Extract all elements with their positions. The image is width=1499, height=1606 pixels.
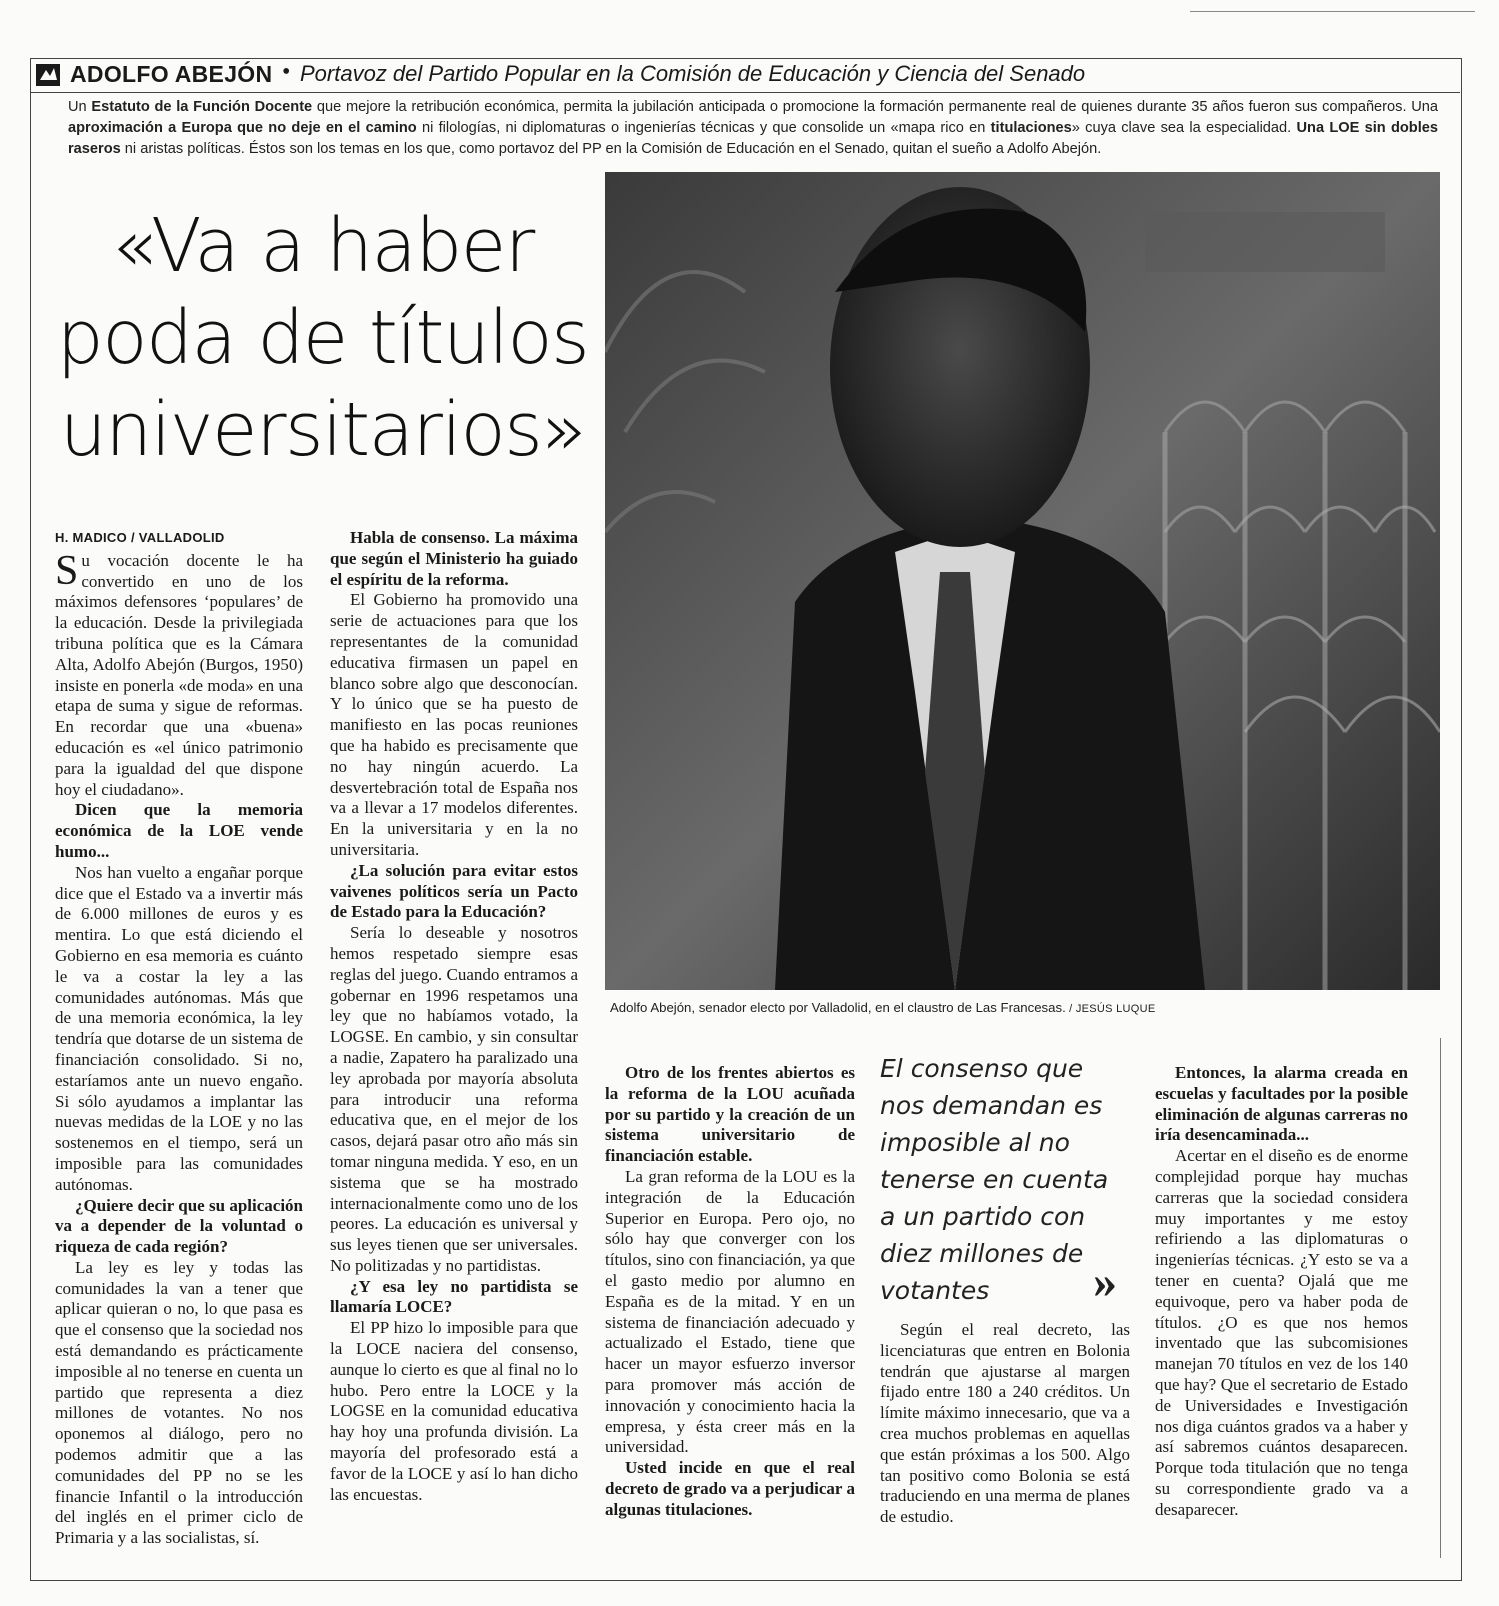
question: Entonces, la alarma creada en escuelas y facultades por la posible eliminación de algunas carreras no iría desencaminada... [1155, 1063, 1408, 1145]
drop-cap: S [55, 547, 79, 594]
byline: H. MADICO / VALLADOLID [55, 530, 225, 545]
photo-credit: / JESÚS LUQUE [1065, 1003, 1156, 1015]
question: Dicen que la memoria económica de la LOE vende humo... [55, 800, 303, 861]
interviewee-role: Portavoz del Partido Popular en la Comisión de Educación y Ciencia del Senado [300, 61, 1086, 86]
answer: Según el real decreto, las licenciaturas que entren en Bolonia tendrán que ajustarse al margen fijado entre 180 a 240 créditos. Un límite máximo innecesario, que va a crea muchos problemas en aquellas que están próximas a los 500. Algo tan positivo como Bolonia se está traduciendo en una merma de planes de estudio. [880, 1320, 1130, 1527]
article-column-2 [330, 528, 578, 1505]
interviewee-name: ADOLFO ABEJÓN [70, 61, 273, 87]
column-rule [1440, 1038, 1441, 1558]
answer: La gran reforma de la LOU es la integración de la Educación Superior en Europa. Pero ojo, no sólo hay que converger con los títulos, sino con financiación, ya que el gasto medio por alumno en España es de la mitad. Y en un sistema de financiación adecuado y actualizado el Estado, tiene que hacer un mayor esfuerzo inversor para promover más acción de innovación y conocimiento hacia la empresa, y ésta creer más en la universidad. [605, 1166, 855, 1457]
headline [55, 200, 590, 476]
section-logo-icon [36, 64, 60, 86]
bottom-rule [30, 1580, 1460, 1581]
pull-quote: El consenso que nos demandan es imposible al no tenerse en cuenta a un partido con diez millones de votantes [880, 1054, 1109, 1305]
headline-line-3: universitarios» [59, 387, 586, 473]
question: ¿La solución para evitar estos vaivenes políticos sería un Pacto de Estado para la Educación? [330, 860, 578, 922]
question: Habla de consenso. La máxima que según el Ministerio ha guiado el espíritu de la reforma. [330, 528, 578, 589]
answer: Nos han vuelto a engañar porque dice que el Estado va a invertir más de 6.000 millones de euros y es mentira. Lo que está diciendo el Gobierno en esa memoria es cuánto le va a costar la ley a las comunidades autónomas. Más que de una memoria económica, la ley tendría que dotarse de un sistema de financiación consolidado. Si no, estaríamos ante un nuevo engaño. Si sólo ayudamos a implantar las nuevas medidas de la LOE y no las sostenemos en el tiempo, será un imposible para las comunidades autónomas. [55, 862, 303, 1194]
portrait-photo [605, 172, 1440, 990]
header-separator: • [282, 59, 291, 85]
top-rule [1190, 11, 1475, 12]
answer: Acertar en el diseño es de enorme complejidad porque hay muchas carreras que la sociedad considera muy importantes y me estoy refiriendo a las diplomaturas o ingenierías técnicas. ¿Y esto se va a tener en cuenta? Ojalá que me equivoque, pero va haber poda de títulos. ¿O es que nos hemos inventado que las subcomisiones manejan 70 títulos en vez de los 140 que hay? Que el secretario de Estado de Universidades e Investigación nos diga cuántos grados va a haber y así sabremos cuántos desaparecen. Porque toda titulación que no tenga su correspondiente grado va a desaparecer. [1155, 1146, 1408, 1519]
question: ¿Y esa ley no partidista se llamaría LOCE? [330, 1276, 578, 1317]
photo-caption: Adolfo Abejón, senador electo por Valladolid, en el claustro de Las Francesas. / JESÚS LUQUE [610, 1000, 1156, 1015]
paragraph: Su vocación docente le ha convertido en uno de los máximos defensores ‘populares’ de la educación. Desde la privilegiada tribuna política que es la Cámara Alta, Adolfo Abejón (Burgos, 1950) insiste en ponerla «de moda» en una etapa de suma y sigue de reformas. En recordar que una «buena» educación es «el único patrimonio para la igualdad del que dispone hoy el ciudadano». [55, 547, 303, 799]
question: Otro de los frentes abiertos es la reforma de la LOU acuñada por su partido y la creación de un sistema universitario de financiación estable. [605, 1063, 855, 1166]
answer: El PP hizo lo imposible para que la LOCE naciera del consenso, aunque lo cierto es que al final no lo hubo. Pero entre la LOCE y la LOGSE en la comunidad educativa hay hoy una profunda división. La mayoría del profesorado está a favor de la LOCE y así lo han dicho las encuestas. [330, 1318, 578, 1504]
pull-quote-mark: » [1093, 1255, 1107, 1308]
question: Usted incide en que el real decreto de grado va a perjudicar a algunas titulaciones. [605, 1458, 855, 1519]
answer: Sería lo deseable y nosotros hemos respetado siempre esas reglas del juego. Cuando entramos a gobernar en 1996 respetamos una ley que no habíamos votado, la LOGSE. En cambio, y sin consultar a nadie, Zapatero ha paralizado una ley aprobada por mayoría absoluta para introducir una reforma educativa que, en el mejor de los casos, dejará pasar otro año más sin tomar ninguna medida. Y eso, en un sistema que se ha mostrado internacionalmente como uno de los peores. La educación es universal y sus leyes tienen que ser universales. No politizadas y no partidistas. [330, 923, 578, 1275]
answer: El Gobierno ha promovido una serie de actuaciones para que los representantes de la comunidad educativa firmasen un papel en blanco sobre algo que desconocían. Y lo único que se ha puesto de manifiesto en las pocas reuniones que ha habido es precisamente que no hay ningún acuerdo. La desvertebración total de España nos va a llevar a 17 modelos diferentes. En la universitaria y en la no universitaria. [330, 590, 578, 859]
answer: La ley es ley y todas las comunidades la van a tener que aplicar quieran o no, lo que pasa es que el consenso que la sociedad nos está demandando es prácticamente imposible al no tenerse en cuenta un partido que representa a diez millones de votantes. No nos oponemos al diálogo, pero no podemos admitir que a las comunidades del PP no se les financie Infantil o la introducción del inglés en el primer ciclo de Primaria y a las socialistas, sí. [55, 1257, 303, 1548]
article-column-1 [55, 528, 303, 1549]
lead-paragraph: Un Estatuto de la Función Docente que mejore la retribución económica, permita la jubilación anticipada o promocione la formación permanente real de quienes durante 35 años fueron sus compañeros. Una aproximación a Europa que no deje en el camino ni filologías, ni diplomaturas o ingenierías técnicas y que consolide un «mapa rico en titulaciones» cuya clave sea la especialidad. Una LOE sin dobles raseros ni aristas políticas. Éstos son los temas en los que, como portavoz del PP en la Comisión de Educación en el Senado, quitan el sueño a Adolfo Abejón. [68, 99, 1438, 157]
question: ¿Quiere decir que su aplicación va a depender de la voluntad o riqueza de cada región? [55, 1195, 303, 1257]
headline-line-2: poda de títulos [56, 295, 589, 381]
article-column-3 [605, 1063, 855, 1521]
header-bar [30, 58, 1460, 93]
article-column-5 [1155, 1063, 1408, 1521]
headline-line-1: «Va a haber [111, 203, 534, 289]
article-column-4 [880, 1320, 1130, 1528]
